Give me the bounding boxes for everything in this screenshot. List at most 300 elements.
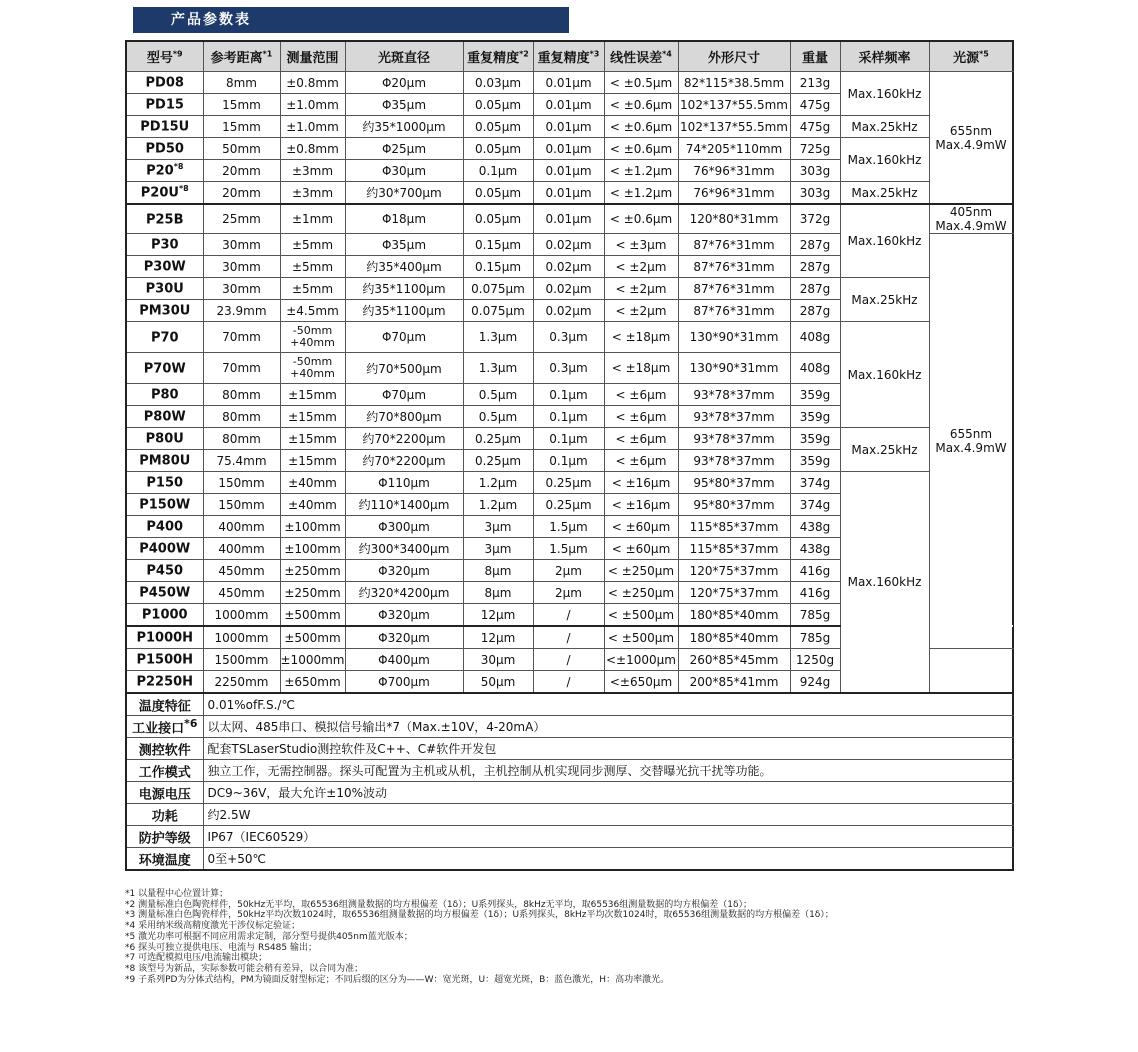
spot-cell: Φ320μm (345, 626, 463, 649)
property-label: 功耗 (126, 804, 203, 826)
distance-cell: 1000mm (203, 626, 280, 649)
light-cell: 655nm Max.4.9mW (929, 72, 1013, 205)
header-range: 测量范围 (280, 41, 345, 72)
weight-cell: 287g (790, 234, 840, 256)
weight-cell: 359g (790, 384, 840, 406)
weight-cell: 416g (790, 582, 840, 604)
distance-cell: 30mm (203, 256, 280, 278)
size-cell: 95*80*37mm (678, 494, 790, 516)
linearity-cell: <±650μm (604, 671, 678, 694)
size-cell: 120*75*37mm (678, 560, 790, 582)
weight-cell: 785g (790, 604, 840, 627)
rep1-cell: 0.03μm (463, 72, 533, 94)
spot-cell: Φ35μm (345, 94, 463, 116)
rep1-cell: 50μm (463, 671, 533, 694)
rep1-cell: 12μm (463, 626, 533, 649)
distance-cell: 80mm (203, 428, 280, 450)
header-spot: 光斑直径 (345, 41, 463, 72)
rep2-cell: 0.01μm (533, 160, 604, 182)
model-cell: P20$^{*8}$ (126, 160, 203, 182)
weight-cell: 1250g (790, 649, 840, 671)
property-value: 配套TSLaserStudio测控软件及C++、C#软件开发包 (203, 738, 1013, 760)
model-cell: $P20U^{*8}$ (126, 182, 203, 205)
frequency-cell: Max.25kHz (840, 428, 929, 472)
linearity-cell: < ±0.6μm (604, 138, 678, 160)
rep2-cell: 0.02μm (533, 278, 604, 300)
size-cell: 82*115*38.5mm (678, 72, 790, 94)
size-cell: 76*96*31mm (678, 182, 790, 205)
rep2-cell: 0.1μm (533, 384, 604, 406)
rep1-cell: 8μm (463, 582, 533, 604)
table-row (126, 322, 1013, 353)
table-row (126, 182, 1013, 205)
property-label: 工作模式 (126, 760, 203, 782)
distance-cell: 30mm (203, 234, 280, 256)
model-cell: P70 (126, 322, 203, 353)
spot-cell: 约70*800μm (345, 406, 463, 428)
frequency-cell: Max.25kHz (840, 116, 929, 138)
footnote: *1 以量程中心位置计算； (125, 889, 229, 899)
property-row (126, 693, 1013, 716)
header-frequency: 采样频率 (840, 41, 929, 72)
weight-cell: 416g (790, 560, 840, 582)
spot-cell: Φ320μm (345, 604, 463, 627)
weight-cell: 475g (790, 94, 840, 116)
footnotes (125, 889, 1025, 985)
linearity-cell: < ±2μm (604, 300, 678, 322)
distance-cell: 15mm (203, 94, 280, 116)
weight-cell: 359g (790, 406, 840, 428)
header-model: 型号$^{*9}$ (126, 41, 203, 72)
distance-cell: 80mm (203, 406, 280, 428)
spot-cell: Φ30μm (345, 160, 463, 182)
linearity-cell: < ±16μm (604, 494, 678, 516)
range-cell: ±250mm (280, 560, 345, 582)
rep2-cell: / (533, 626, 604, 649)
page-title: 产品参数表 (133, 7, 569, 33)
rep2-cell: / (533, 671, 604, 694)
range-cell: ±5mm (280, 234, 345, 256)
property-value: IP67（IEC60529） (203, 826, 1013, 848)
property-value: DC9~36V，最大允许±10%波动 (203, 782, 1013, 804)
footnote: *2 测量标准白色陶瓷样件，50kHz无平均，取65536组测量数据的均方根偏差（1δ）；U系列探头，8kHz无平均，取65536组测量数据的均方根偏差（1δ）； (125, 899, 752, 910)
linearity-cell: < ±250μm (604, 582, 678, 604)
size-cell: 260*85*45mm (678, 649, 790, 671)
linearity-cell: < ±500μm (604, 604, 678, 627)
distance-cell: 1000mm (203, 604, 280, 627)
linearity-cell: < ±18μm (604, 322, 678, 353)
rep2-cell: 2μm (533, 582, 604, 604)
distance-cell: 70mm (203, 322, 280, 353)
weight-cell: 408g (790, 353, 840, 384)
weight-cell: 924g (790, 671, 840, 694)
rep1-cell: 0.075μm (463, 300, 533, 322)
property-value: 0至+50℃ (203, 848, 1013, 871)
model-cell: P30U (126, 278, 203, 300)
footnote: *6 探头可独立提供电压、电流与 RS485 输出； (125, 942, 317, 953)
distance-cell: 400mm (203, 538, 280, 560)
spot-cell: 约300*3400μm (345, 538, 463, 560)
weight-cell: 303g (790, 160, 840, 182)
rep1-cell: 0.05μm (463, 182, 533, 205)
model-cell: P400 (126, 516, 203, 538)
model-cell: P450 (126, 560, 203, 582)
model-cell: P70W (126, 353, 203, 384)
model-cell: P400W (126, 538, 203, 560)
model-cell: P450W (126, 582, 203, 604)
spot-cell: Φ70μm (345, 384, 463, 406)
rep2-cell: 1.5μm (533, 516, 604, 538)
weight-cell: 303g (790, 182, 840, 205)
size-cell: 180*85*40mm (678, 604, 790, 627)
rep2-cell: 0.01μm (533, 94, 604, 116)
header-distance: 参考距离$^{*1}$ (203, 41, 280, 72)
spot-cell: Φ320μm (345, 560, 463, 582)
distance-cell: 400mm (203, 516, 280, 538)
rep1-cell: 0.15μm (463, 234, 533, 256)
model-cell: P1000 (126, 604, 203, 627)
range-cell: ±1.0mm (280, 94, 345, 116)
rep1-cell: 0.25μm (463, 450, 533, 472)
rep2-cell: 0.01μm (533, 116, 604, 138)
range-cell: ±15mm (280, 450, 345, 472)
range-cell: ±100mm (280, 516, 345, 538)
property-value: 0.01%ofF.S./℃ (203, 693, 1013, 716)
range-cell: ±15mm (280, 384, 345, 406)
frequency-cell: Max.25kHz (840, 278, 929, 322)
rep2-cell: 0.01μm (533, 138, 604, 160)
model-cell: PD15U (126, 116, 203, 138)
size-cell: 180*85*40mm (678, 626, 790, 649)
footnote: *7 可选配模拟电压/电流输出模块； (125, 953, 268, 964)
weight-cell: 725g (790, 138, 840, 160)
distance-cell: 150mm (203, 472, 280, 494)
linearity-cell: < ±2μm (604, 256, 678, 278)
size-cell: 93*78*37mm (678, 450, 790, 472)
rep1-cell: 1.2μm (463, 472, 533, 494)
table-row (126, 472, 1013, 494)
model-cell: P80W (126, 406, 203, 428)
rep2-cell: 0.1μm (533, 450, 604, 472)
table-row (126, 138, 1013, 160)
spot-cell: Φ18μm (345, 204, 463, 234)
size-cell: 200*85*41mm (678, 671, 790, 694)
distance-cell: 20mm (203, 182, 280, 205)
spot-cell: 约320*4200μm (345, 582, 463, 604)
spot-cell: 约35*400μm (345, 256, 463, 278)
footnote: *3 测量标准白色陶瓷样件，50kHz平均次数1024时，取65536组测量数据的均方根偏差（1δ）；U系列探头，8kHz平均次数1024时，取65536组测量数据的均方根偏差（1δ）； (125, 910, 834, 921)
frequency-cell: Max.160kHz (840, 322, 929, 428)
property-row (126, 738, 1013, 760)
header-repeatability-2: 重复精度$^{*3}$ (533, 41, 604, 72)
frequency-cell: Max.160kHz (840, 138, 929, 182)
linearity-cell: < ±18μm (604, 353, 678, 384)
model-cell: P2250H (126, 671, 203, 694)
spot-cell: 约70*500μm (345, 353, 463, 384)
range-cell: ±1mm (280, 204, 345, 234)
footnote: *8 该型号为新品，实际参数可能会稍有差异，以合同为准； (125, 963, 364, 974)
rep2-cell: / (533, 604, 604, 627)
spot-cell: 约110*1400μm (345, 494, 463, 516)
distance-cell: 150mm (203, 494, 280, 516)
range-cell: ±5mm (280, 278, 345, 300)
rep2-cell: 0.02μm (533, 234, 604, 256)
size-cell: 74*205*110mm (678, 138, 790, 160)
range-cell: ±1.0mm (280, 116, 345, 138)
range-cell: ±3mm (280, 182, 345, 205)
property-label: 防护等级 (126, 826, 203, 848)
property-row (126, 716, 1013, 738)
model-cell: PM30U (126, 300, 203, 322)
distance-cell: 70mm (203, 353, 280, 384)
weight-cell: 287g (790, 278, 840, 300)
rep2-cell: 0.1μm (533, 406, 604, 428)
distance-cell: 2250mm (203, 671, 280, 694)
linearity-cell: < ±1.2μm (604, 160, 678, 182)
weight-cell: 408g (790, 322, 840, 353)
rep2-cell: 0.3μm (533, 353, 604, 384)
rep1-cell: 0.075μm (463, 278, 533, 300)
property-label: 电源电压 (126, 782, 203, 804)
weight-cell: 287g (790, 300, 840, 322)
weight-cell: 475g (790, 116, 840, 138)
distance-cell: 23.9mm (203, 300, 280, 322)
spot-cell: Φ300μm (345, 516, 463, 538)
linearity-cell: < ±0.6μm (604, 94, 678, 116)
range-cell: ±15mm (280, 428, 345, 450)
light-cell: 405nm Max.4.9mW (929, 204, 1013, 234)
linearity-cell: < ±500μm (604, 626, 678, 649)
footnote: *5 激光功率可根据不同应用需求定制，部分型号提供405nm蓝光版本； (125, 931, 413, 942)
spot-cell: 约35*1100μm (345, 300, 463, 322)
property-value: 独立工作，无需控制器。探头可配置为主机或从机，主机控制从机实现同步测厚、交替曝光抗干扰等功能。 (203, 760, 1013, 782)
size-cell: 87*76*31mm (678, 234, 790, 256)
distance-cell: 1500mm (203, 649, 280, 671)
rep2-cell: 2μm (533, 560, 604, 582)
frequency-cell: Max.160kHz (840, 72, 929, 116)
range-cell: ±100mm (280, 538, 345, 560)
rep2-cell: 0.25μm (533, 494, 604, 516)
header-light: 光源$^{*5}$ (929, 41, 1013, 72)
table-row (126, 204, 1013, 234)
distance-cell: 450mm (203, 560, 280, 582)
model-cell: PD50 (126, 138, 203, 160)
rep1-cell: 0.25μm (463, 428, 533, 450)
rep1-cell: 0.05μm (463, 204, 533, 234)
header-row (126, 41, 1013, 72)
distance-cell: 15mm (203, 116, 280, 138)
rep2-cell: 0.1μm (533, 428, 604, 450)
model-cell: P25B (126, 204, 203, 234)
weight-cell: 785g (790, 626, 840, 649)
weight-cell: 374g (790, 472, 840, 494)
size-cell: 87*76*31mm (678, 256, 790, 278)
spot-cell: 约35*1100μm (345, 278, 463, 300)
rep2-cell: 0.3μm (533, 322, 604, 353)
rep1-cell: 3μm (463, 516, 533, 538)
distance-cell: 50mm (203, 138, 280, 160)
spot-cell: 约30*700μm (345, 182, 463, 205)
rep2-cell: / (533, 649, 604, 671)
property-row (126, 848, 1013, 871)
frequency-cell: Max.25kHz (840, 182, 929, 205)
size-cell: 102*137*55.5mm (678, 116, 790, 138)
size-cell: 115*85*37mm (678, 516, 790, 538)
rep1-cell: 0.05μm (463, 94, 533, 116)
spot-cell: Φ20μm (345, 72, 463, 94)
rep1-cell: 0.15μm (463, 256, 533, 278)
model-cell: P1000H (126, 626, 203, 649)
property-row (126, 826, 1013, 848)
rep2-cell: 0.02μm (533, 256, 604, 278)
linearity-cell: < ±0.6μm (604, 116, 678, 138)
weight-cell: 374g (790, 494, 840, 516)
size-cell: 130*90*31mm (678, 353, 790, 384)
range-cell: ±15mm (280, 406, 345, 428)
size-cell: 87*76*31mm (678, 300, 790, 322)
range-cell: ±40mm (280, 472, 345, 494)
range-cell: ±500mm (280, 604, 345, 627)
rep1-cell: 8μm (463, 560, 533, 582)
linearity-cell: < ±16μm (604, 472, 678, 494)
table-row (126, 116, 1013, 138)
range-cell: ±4.5mm (280, 300, 345, 322)
range-cell: ±650mm (280, 671, 345, 694)
size-cell: 130*90*31mm (678, 322, 790, 353)
weight-cell: 359g (790, 428, 840, 450)
footnote: *9 子系列PD为分体式结构，PM为镜面反射型标定；不同后缀的区分为——W：宽光斑，U：超宽光斑，B：蓝色激光，H：高功率激光。 (125, 974, 670, 985)
distance-cell: 30mm (203, 278, 280, 300)
rep2-cell: 0.25μm (533, 472, 604, 494)
property-row (126, 782, 1013, 804)
distance-cell: 20mm (203, 160, 280, 182)
range-cell: ±250mm (280, 582, 345, 604)
model-cell: P150W (126, 494, 203, 516)
size-cell: 120*75*37mm (678, 582, 790, 604)
rep1-cell: 1.2μm (463, 494, 533, 516)
size-cell: 87*76*31mm (678, 278, 790, 300)
size-cell: 115*85*37mm (678, 538, 790, 560)
rep1-cell: 3μm (463, 538, 533, 560)
table-row (126, 278, 1013, 300)
header-repeatability-1: 重复精度$^{*2}$ (463, 41, 533, 72)
weight-cell: 359g (790, 450, 840, 472)
size-cell: 93*78*37mm (678, 428, 790, 450)
range-cell: ±1000mm (280, 649, 345, 671)
linearity-cell: < ±2μm (604, 278, 678, 300)
range-cell: ±5mm (280, 256, 345, 278)
light-cell: 655nm Max.4.9mW (929, 234, 1013, 649)
spot-cell: Φ70μm (345, 322, 463, 353)
header-size: 外形尺寸 (678, 41, 790, 72)
size-cell: 95*80*37mm (678, 472, 790, 494)
rep2-cell: 1.5μm (533, 538, 604, 560)
distance-cell: 75.4mm (203, 450, 280, 472)
spot-cell: Φ35μm (345, 234, 463, 256)
spot-cell: 约35*1000μm (345, 116, 463, 138)
weight-cell: 438g (790, 516, 840, 538)
distance-cell: 25mm (203, 204, 280, 234)
linearity-cell: < ±3μm (604, 234, 678, 256)
distance-cell: 80mm (203, 384, 280, 406)
property-row (126, 760, 1013, 782)
rep2-cell: 0.01μm (533, 204, 604, 234)
spot-cell: Φ25μm (345, 138, 463, 160)
property-row (126, 804, 1013, 826)
property-label: 环境温度 (126, 848, 203, 871)
rep1-cell: 12μm (463, 604, 533, 627)
linearity-cell: < ±6μm (604, 406, 678, 428)
rep1-cell: 0.05μm (463, 116, 533, 138)
model-cell: P150 (126, 472, 203, 494)
rep1-cell: 1.3μm (463, 322, 533, 353)
rep2-cell: 0.01μm (533, 182, 604, 205)
spot-cell: 约70*2200μm (345, 428, 463, 450)
weight-cell: 287g (790, 256, 840, 278)
linearity-cell: < ±250μm (604, 560, 678, 582)
range-cell: ±0.8mm (280, 138, 345, 160)
range-cell: ±40mm (280, 494, 345, 516)
range-cell: -50mm +40mm (280, 322, 345, 353)
linearity-cell: < ±60μm (604, 538, 678, 560)
size-cell: 120*80*31mm (678, 204, 790, 234)
footnote: *4 采用纳米级高精度激光干涉仪标定验证； (125, 921, 301, 932)
distance-cell: 8mm (203, 72, 280, 94)
rep2-cell: 0.01μm (533, 72, 604, 94)
spot-cell: Φ700μm (345, 671, 463, 694)
rep1-cell: 0.1μm (463, 160, 533, 182)
size-cell: 76*96*31mm (678, 160, 790, 182)
model-cell: P80U (126, 428, 203, 450)
property-label: 温度特征 (126, 693, 203, 716)
linearity-cell: < ±6μm (604, 450, 678, 472)
header-weight: 重量 (790, 41, 840, 72)
rep1-cell: 0.05μm (463, 138, 533, 160)
table-row (126, 428, 1013, 450)
range-cell: ±0.8mm (280, 72, 345, 94)
linearity-cell: <±1000μm (604, 649, 678, 671)
spec-table (125, 40, 1014, 871)
spot-cell: 约70*2200μm (345, 450, 463, 472)
rep1-cell: 0.5μm (463, 384, 533, 406)
range-cell: -50mm +40mm (280, 353, 345, 384)
size-cell: 93*78*37mm (678, 384, 790, 406)
model-cell: P1500H (126, 649, 203, 671)
range-cell: ±3mm (280, 160, 345, 182)
model-cell: PD08 (126, 72, 203, 94)
range-cell: ±500mm (280, 626, 345, 649)
weight-cell: 438g (790, 538, 840, 560)
linearity-cell: < ±0.6μm (604, 204, 678, 234)
spot-cell: Φ110μm (345, 472, 463, 494)
rep1-cell: 1.3μm (463, 353, 533, 384)
model-cell: P30W (126, 256, 203, 278)
rep1-cell: 30μm (463, 649, 533, 671)
weight-cell: 213g (790, 72, 840, 94)
model-cell: PD15 (126, 94, 203, 116)
model-cell: P80 (126, 384, 203, 406)
header-linearity: 线性误差$^{*4}$ (604, 41, 678, 72)
size-cell: 102*137*55.5mm (678, 94, 790, 116)
rep1-cell: 0.5μm (463, 406, 533, 428)
property-label: 测控软件 (126, 738, 203, 760)
linearity-cell: < ±60μm (604, 516, 678, 538)
property-value: 以太网、485串口、模拟信号输出*7（Max.±10V，4-20mA） (203, 716, 1013, 738)
table-row (126, 72, 1013, 94)
weight-cell: 372g (790, 204, 840, 234)
rep2-cell: 0.02μm (533, 300, 604, 322)
property-label: 工业接口$^{*6}$ (126, 716, 203, 738)
